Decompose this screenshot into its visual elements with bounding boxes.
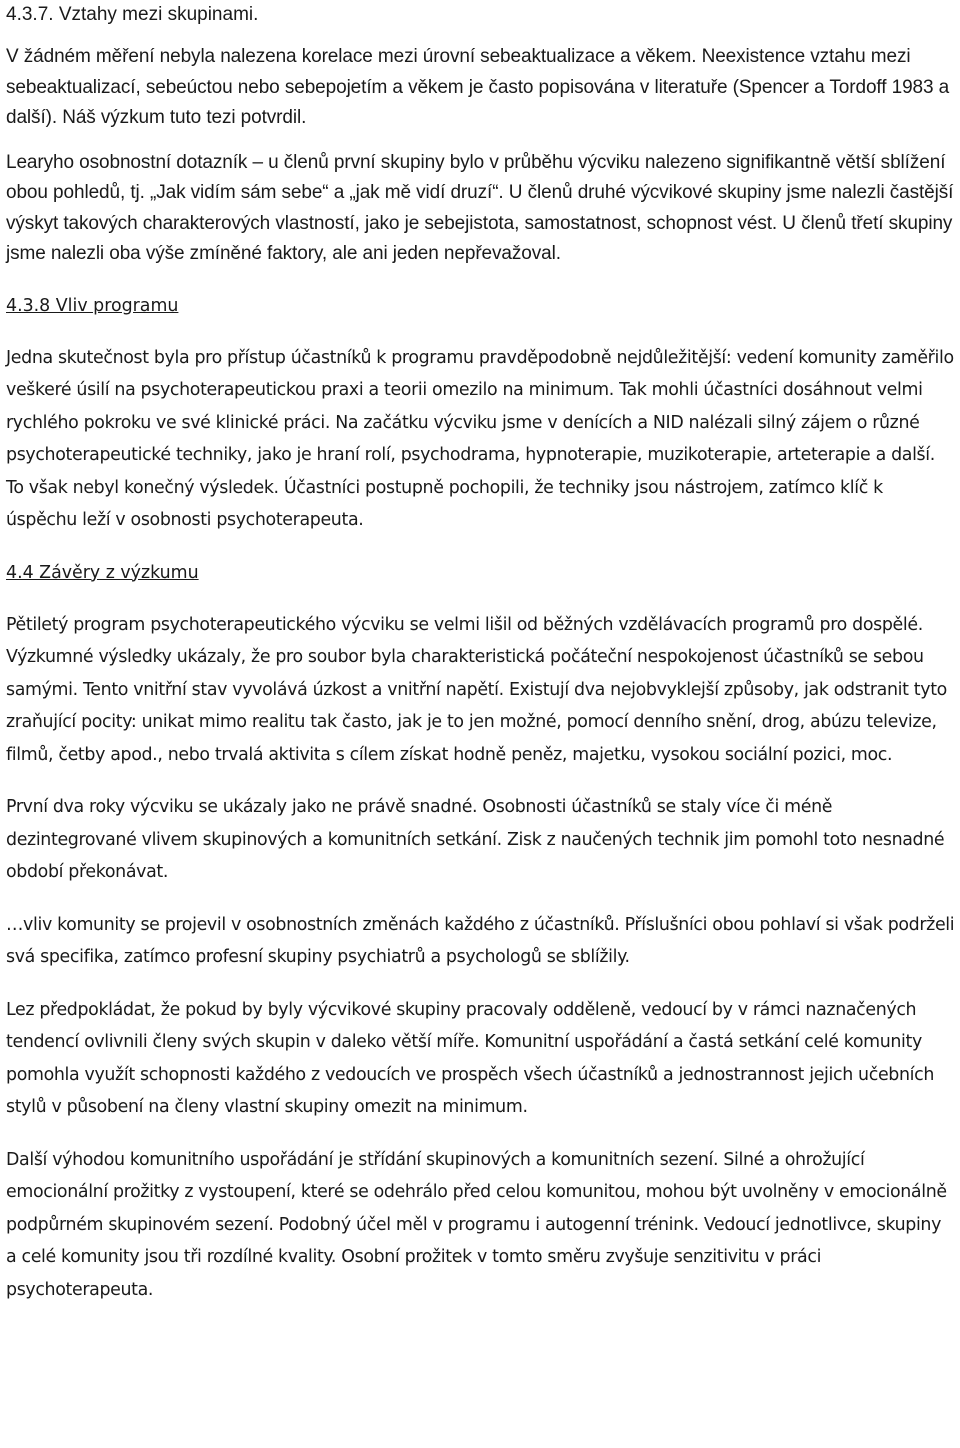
paragraph-conclusions-1: Pětiletý program psychoterapeutického výcviku se velmi lišil od běžných vzdělávacích programů pro dospělé. Výzkumné výsledky ukázaly, že pro soubor byla charakteristická počáteční nespokojenost účastníků se sebou samými. Tento vnitřní stav vyvolává úzkost a vnitřní napětí. Existují dva nejobvyklejší způsoby, jak odstranit tyto zraňující pocity: unikat mimo realitu tak často, jak je to jen možné, pomocí denního snění, drog, abúzu televize, filmů, četby apod., nebo trvalá aktivita s cílem získat hodně peněz, majetku, vysokou sociální pozici, moc. xyxy=(6,614,947,765)
paragraph-leary-questionnaire: Learyho osobnostní dotazník – u členů první skupiny bylo v průběhu výcviku nalezeno signifikantně větší sblížení obou pohledů, tj. „Jak vidím sám sebe“ a „jak mě vidí druzí“. U členů druhé výcvikové skupiny jsme nalezli častější výskyt takových charakterových vlastností, jako je sebejistota, samostatnost, schopnost vést. U členů třetí skupiny jsme nalezli oba výše zmíněné faktory, ale ani jeden nepřevažoval. xyxy=(6,151,954,264)
paragraph-correlation: V žádném měření nebyla nalezena korelace mezi úrovní sebeaktualizace a věkem. Neexistence vztahu mezi sebeaktualizací, sebeúctou nebo sebepojetím a věkem je často popisována v literatuře (Spencer a Tordoff 1983 a další). Náš výzkum tuto tezi potvrdil. xyxy=(6,46,950,128)
paragraph-conclusions-2: První dva roky výcviku se ukázaly jako ne právě snadné. Osobnosti účastníků se staly více či méně dezintegrované vlivem skupinových a komunitních setkání. Zisk z naučených technik jim pomohl toto nesnadné období překonávat. xyxy=(6,797,945,882)
paragraph-conclusions-5: Další výhodou komunitního uspořádání je střídání skupinových a komunitních sezení. Silné a ohrožující emocionální prožitky z vystoupení, které se odehrálo před celou komunitou, mohou být uvolněny v emocionálně podpůrném skupinovém sezení. Podobný účel měl v programu i autogenní trénink. Vedoucí jednotlivce, skupiny a celé komunity jsou tři rozdílné kvality. Osobní prožitek v tomto směru zvyšuje senzitivitu v práci psychoterapeuta. xyxy=(6,1149,947,1300)
section-heading-4-4: 4.4 Závěry z výzkumu xyxy=(6,562,199,583)
paragraph-conclusions-4: Lez předpokládat, že pokud by byly výcvikové skupiny pracovaly odděleně, vedoucí by v rámci naznačených tendencí ovlivnili členy svých skupin v daleko větší míře. Komunitní uspořádání a častá setkání celé komunity pomohla využít schopnosti každého z vedoucích ve prospěch všech účastníků a jednostrannost jejich učebních stylů v působení na členy vlastní skupiny omezit na minimum. xyxy=(6,999,935,1117)
paragraph-conclusions-3: …vliv komunity se projevil v osobnostních změnách každého z účastníků. Příslušníci obou pohlaví si však podrželi svá specifika, zatímco profesní skupiny psychiatrů a psychologů se sblížily. xyxy=(6,914,955,967)
section-heading-4-3-8: 4.3.8 Vliv programu xyxy=(6,295,179,316)
document-page xyxy=(6,0,956,1306)
section-heading-4-3-7: 4.3.7. Vztahy mezi skupinami. xyxy=(6,4,259,25)
paragraph-program-influence: Jedna skutečnost byla pro přístup účastníků k programu pravděpodobně nejdůležitější: vedení komunity zaměřilo veškeré úsilí na psychoterapeutickou praxi a teorii omezilo na minimum. Tak mohli účastníci dosáhnout velmi rychlého pokroku ve své klinické práci. Na začátku výcviku jsme v denících a NID nalézali silný zájem o různé psychoterapeutické techniky, jako je hraní rolí, psychodrama, hypnoterapie, muzikoterapie, arteterapie a další. To však nebyl konečný výsledek. Účastníci postupně pochopili, že techniky jsou nástrojem, zatímco klíč k úspěchu leží v osobnosti psychoterapeuta. xyxy=(6,347,954,530)
